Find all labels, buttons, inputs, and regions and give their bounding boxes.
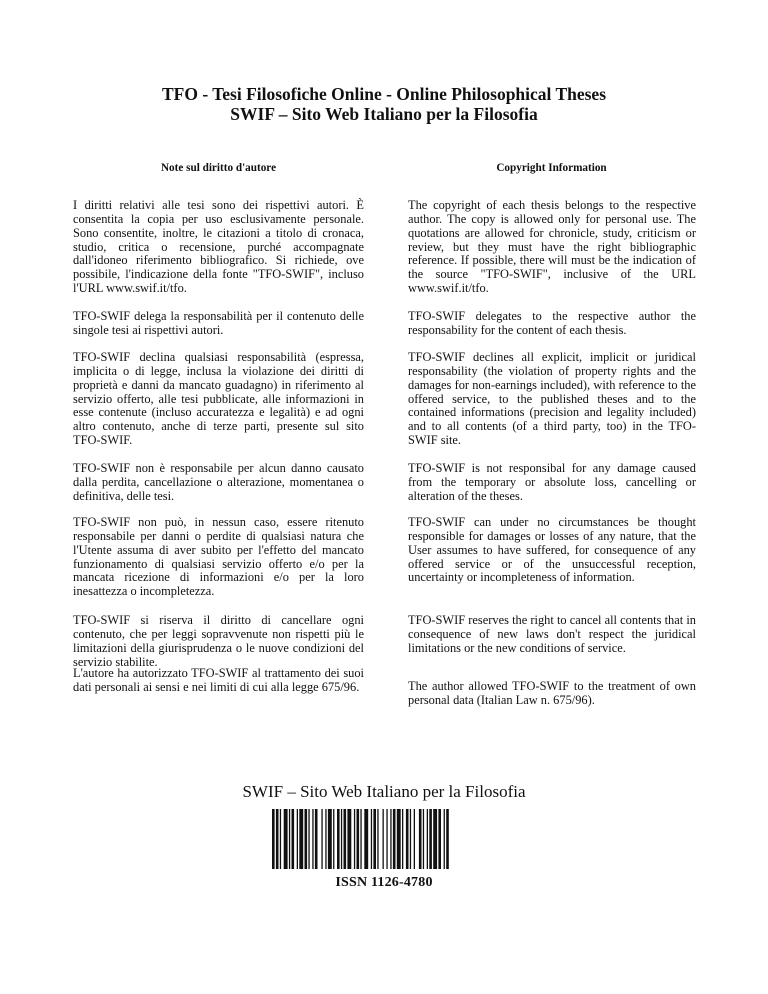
barcode-bar <box>354 809 355 869</box>
paragraph-it-5: TFO-SWIF non può, in nessun caso, essere ritenuto responsabile per danni o perdite di qualsiasi natura che l'Utente assuma di aver subito per l'effetto del mancato funzionamento di qualsiasi servizio offerto e/o per la mancata ricezione di informazioni e/o per la loro inesattezza o incompletezza. <box>73 515 364 599</box>
barcode-bar <box>280 809 281 869</box>
paragraph-it-7: L'autore ha autorizzato TFO-SWIF al trattamento dei suoi dati personali ai sensi e nei limiti di cui alla legge 675/96. <box>73 666 364 694</box>
barcode-bar <box>289 809 290 869</box>
paragraph-en-2: TFO-SWIF delegates to the respective author the responsability for the content of each thesis. <box>408 309 696 337</box>
paragraph-it-3: TFO-SWIF declina qualsiasi responsabilità (espressa, implicita o di legge, inclusa la violazione dei diritti di proprietà e danni da mancato guadagno) in riferimento al servizio offerto, alle tesi pubblicate, alle informazioni in esse contenute (incluso accuratezza e legalità) e ad ogni altro contenuto, anche di terze parti, presente sul sito TFO-SWIF. <box>73 350 364 448</box>
barcode-bar <box>347 809 351 869</box>
paragraph-en-4: TFO-SWIF is not responsibal for any damage caused from the temporary or absolute loss, cancelling or alteration of the theses. <box>408 461 696 503</box>
barcode-bar <box>341 809 342 869</box>
barcode-bar <box>297 809 298 869</box>
barcode-bar <box>427 809 428 869</box>
barcode-bar <box>284 809 288 869</box>
barcode-bar <box>344 809 347 869</box>
barcode-bar <box>429 809 432 869</box>
barcode-icon <box>272 809 496 869</box>
barcode-bar <box>410 809 411 869</box>
barcode-bar <box>364 809 368 869</box>
barcode-bar <box>305 809 308 869</box>
barcode-bar <box>433 809 437 869</box>
barcode-bar <box>386 809 387 869</box>
barcode-bar <box>438 809 441 869</box>
paragraph-en-3: TFO-SWIF declines all explicit, implicit or juridical responsability (the violation of property rights and the damages for non-earnings included), with reference to the offered service, to the published theses and to the contained informations (precision and legality included) and to all contents (of a third party, too) in the TFO-SWIF site. <box>408 350 696 448</box>
page-title-line-2: SWIF – Sito Web Italiano per la Filosofia <box>230 104 538 124</box>
paragraph-it-2: TFO-SWIF delega la responsabilità per il contenuto delle singole tesi ai rispettivi autori. <box>73 309 364 337</box>
barcode-bar <box>414 809 415 869</box>
barcode-bar <box>328 809 332 869</box>
barcode-bar <box>446 809 449 869</box>
barcode-bar <box>390 809 391 869</box>
barcode-bar <box>337 809 340 869</box>
paragraph-en-6: TFO-SWIF reserves the right to cancel all contents that in consequence of new laws don't respect the juridical limitations or the new conditions of service. <box>408 613 696 655</box>
paragraph-en-7: The author allowed TFO-SWIF to the treatment of own personal data (Italian Law n. 675/96). <box>408 679 696 707</box>
barcode-bar <box>333 809 334 869</box>
paragraph-it-1: I diritti relativi alle tesi sono dei rispettivi autori. È consentita la copia per uso esclusivamente personale. Sono consentite, inoltre, le citazioni a titolo di cronaca, studio, critica o recensione, purché accompagnate dall'idoneo riferimento bibliografico. Si richiede, ove possibile, l'indicazione della fonte "TFO-SWIF", incluso l'URL www.swif.it/tfo. <box>73 198 364 296</box>
issn-label: ISSN 1126-4780 <box>335 875 433 890</box>
paragraph-en-5: TFO-SWIF can under no circumstances be thought responsible for damages or losses of any nature, that the User assumes to have suffered, for consequence of any offered service or of the unsuccessful reception, uncertainty or incompleteness of information. <box>408 515 696 585</box>
left-column-heading: Note sul diritto d'autore <box>160 162 277 174</box>
right-column-heading: Copyright Information <box>496 162 607 174</box>
paragraph-en-1: The copyright of each thesis belongs to the respective author. The copy is allowed only for personal use. The quotations are allowed for chronicle, study, criticism or review, but they must have the right bibliographic reference. If possible, there will must be the indication of the source "TFO-SWIF", inclusive of the URL www.swif.it/tfo. <box>408 198 696 296</box>
barcode-bar <box>444 809 445 869</box>
barcode-bar <box>357 809 360 869</box>
barcode-bar <box>406 809 409 869</box>
barcode-bar <box>371 809 372 869</box>
footer-title: SWIF – Sito Web Italiano per la Filosofia <box>242 782 526 801</box>
barcode-bar <box>312 809 313 869</box>
barcode-bar <box>397 809 401 869</box>
barcode-bar <box>360 809 361 869</box>
barcode-bar <box>377 809 378 869</box>
barcode-bar <box>315 809 318 869</box>
barcode-bar <box>402 809 403 869</box>
barcode-bar <box>423 809 424 869</box>
barcode-bar <box>276 809 279 869</box>
barcode-bar <box>272 809 275 869</box>
barcode-bar <box>373 809 376 869</box>
paragraph-it-6: TFO-SWIF si riserva il diritto di cancellare ogni contenuto, che per leggi sopravvenute non rispetti più le limitazioni della giurisprudenza o le nuove condizioni del servizio stabilite. <box>73 613 364 669</box>
barcode-bar <box>321 809 322 869</box>
barcode-bar <box>299 809 303 869</box>
barcode-bar <box>383 809 384 869</box>
barcode-bar <box>308 809 309 869</box>
barcode-bar <box>325 809 326 869</box>
barcode-bar <box>292 809 295 869</box>
barcode-bar <box>393 809 396 869</box>
paragraph-it-4: TFO-SWIF non è responsabile per alcun danno causato dalla perdita, cancellazione o alterazione, momentanea o definitiva, delle tesi. <box>73 461 364 503</box>
barcode-bar <box>419 809 422 869</box>
page-title-line-1: TFO - Tesi Filosofiche Online - Online Philosophical Theses <box>161 84 607 104</box>
